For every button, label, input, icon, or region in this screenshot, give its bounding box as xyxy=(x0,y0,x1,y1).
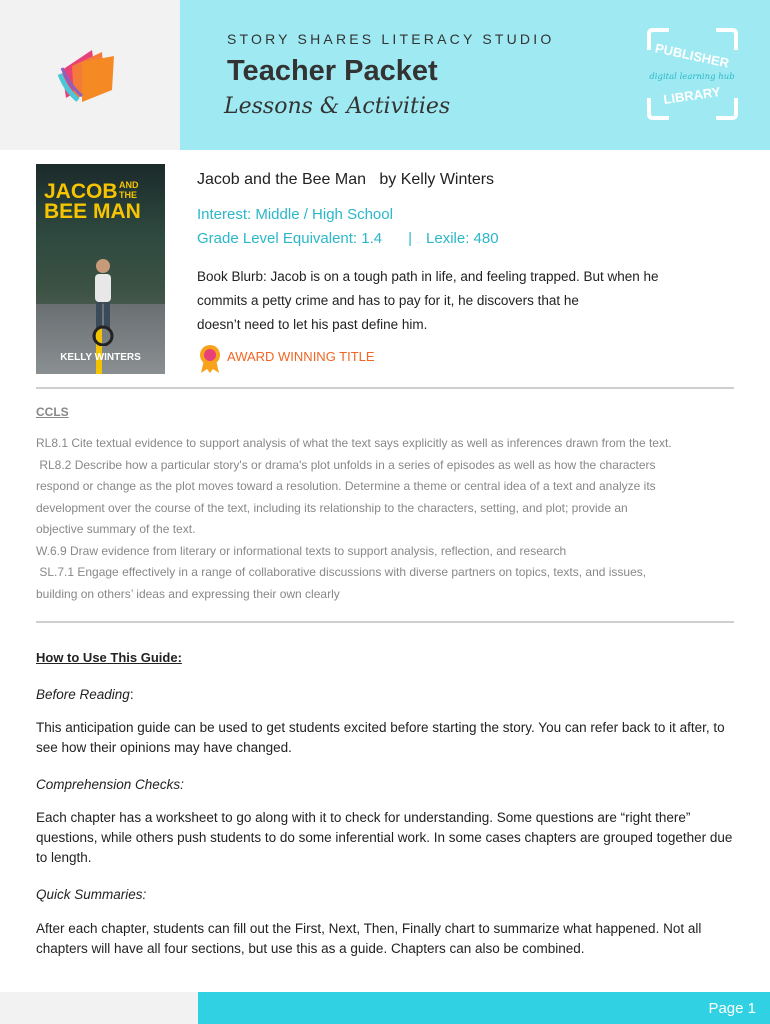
footer-bar xyxy=(198,992,770,1024)
ccls-line: development over the course of the text, including its relationship to the characters, setting, and plot; provide an xyxy=(36,500,628,515)
badge-bottom-text: LIBRARY xyxy=(662,84,722,107)
story-shares-logo-icon xyxy=(52,40,124,112)
publisher-library-badge-icon xyxy=(645,26,740,122)
ccls-line: SL.7.1 Engage effectively in a range of collaborative discussions with diverse partners on topics, texts, and issues, xyxy=(36,565,647,579)
grade-separator: | xyxy=(408,230,413,247)
cover-author: KELLY WINTERS xyxy=(60,352,141,363)
blurb-line: doesn’t need to let his past define him. xyxy=(197,317,428,332)
book-blurb xyxy=(197,265,717,337)
book-cover xyxy=(36,164,165,374)
before-reading-text: This anticipation guide can be used to get students excited before starting the story. You can refer back to it after, to see how their opinions may have changed. xyxy=(36,720,725,755)
divider xyxy=(36,387,734,389)
ccls-line: respond or change as the plot moves toward a resolution. Determine a theme or central idea of a text and analyze its xyxy=(36,479,656,493)
ccls-standards xyxy=(36,433,746,605)
comprehension-text: Each chapter has a worksheet to go along with it to check for understanding. Some questions are “right there” questions, while others push students to do some inferential work. In some cases chapters are grouped together due to length. xyxy=(36,810,733,865)
blurb-line: Book Blurb: Jacob is on a tough path in life, and feeling trapped. But when he xyxy=(197,269,659,284)
lexile: Lexile: 480 xyxy=(426,230,499,247)
quick-summaries-heading: Quick Summaries: xyxy=(36,887,147,902)
footer-left xyxy=(0,992,198,1024)
comprehension-heading: Comprehension Checks: xyxy=(36,777,184,792)
badge-top-text: PUBLISHER xyxy=(653,40,731,71)
before-reading-heading xyxy=(36,687,134,702)
page-subtitle: Lessons & Activities xyxy=(224,94,451,119)
ccls-line: objective summary of the text. xyxy=(36,522,196,536)
book-title-line: Jacob and the Bee Man by Kelly Winters xyxy=(197,171,495,188)
cover-cyclist-icon xyxy=(88,256,118,346)
ccls-line: building on others’ ideas and expressing their own clearly xyxy=(36,586,340,601)
blurb-line: commits a petty crime and has to pay for it, he discovers that he xyxy=(197,293,579,308)
award-label: AWARD WINNING TITLE xyxy=(227,349,375,364)
cover-and-the: AND THE xyxy=(119,180,139,200)
ccls-line: W.6.9 Draw evidence from literary or informational texts to support analysis, reflection, and research xyxy=(36,543,567,558)
studio-name: STORY SHARES LITERACY STUDIO xyxy=(227,31,555,47)
guide-heading: How to Use This Guide: xyxy=(36,650,182,665)
badge-middle-text: digital learning hub xyxy=(649,72,735,82)
grade-level: Grade Level Equivalent: 1.4 xyxy=(197,230,383,247)
page-number: Page 1 xyxy=(708,1000,756,1017)
before-reading-colon: : xyxy=(129,687,134,702)
interest-level: Interest: Middle / High School xyxy=(197,206,393,223)
quick-summaries-text: After each chapter, students can fill out the First, Next, Then, Finally chart to summarize what happened. Not all chapters will have all four sections, but use this as a guide. Chapters can also be combined. xyxy=(36,921,702,956)
before-reading-label: Before Reading xyxy=(36,687,130,702)
page-title: Teacher Packet xyxy=(227,55,438,87)
ccls-heading: CCLS xyxy=(36,405,69,419)
grade-lexile-line xyxy=(197,230,499,247)
ccls-line: RL8.1 Cite textual evidence to support analysis of what the text says explicitly as well as inferences drawn from the text. xyxy=(36,436,672,450)
ccls-line: RL8.2 Describe how a particular story's or drama's plot unfolds in a series of episodes as well as how the characters xyxy=(36,457,656,472)
divider xyxy=(36,621,734,623)
cover-title: JACOB BEE MAN xyxy=(44,180,141,223)
award-ribbon-icon xyxy=(199,344,221,374)
